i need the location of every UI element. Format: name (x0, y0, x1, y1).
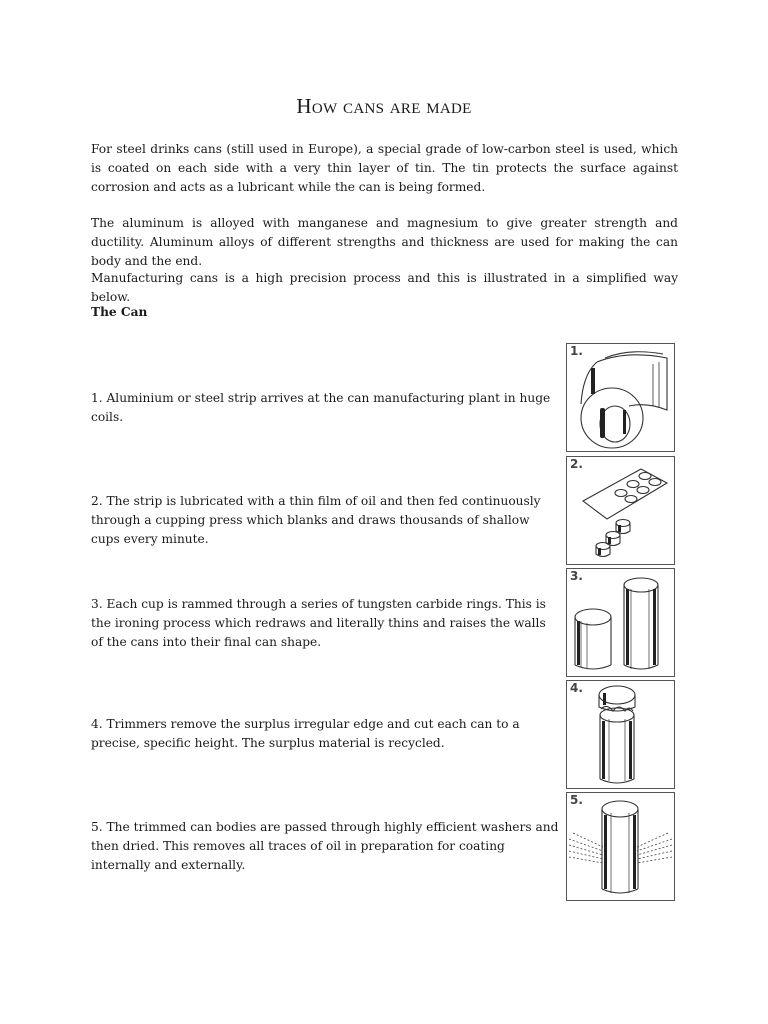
section-heading: The Can (91, 305, 148, 319)
cupping-press-icon (567, 457, 674, 564)
step-5-figure (566, 792, 675, 901)
intro-paragraph-process: Manufacturing cans is a high precision process and this is illustrated in a simplified way below. (91, 271, 678, 304)
intro-paragraph-aluminum: The aluminum is alloyed with manganese and magnesium to give greater strength and ductility. Aluminum alloys of different strengths and thickness are used for making the can body and the end. (91, 216, 678, 268)
trimming-icon (567, 681, 674, 788)
step-3-figure (566, 568, 675, 677)
step-2-number: 2. (570, 457, 583, 471)
step-2-text: 2. The strip is lubricated with a thin film of oil and then fed continuously through a cupping press which blanks and draws thousands of shallow cups every minute. (91, 494, 541, 546)
step-2-figure (566, 456, 675, 565)
step-4-number: 4. (570, 681, 583, 695)
page-title: How cans are made (296, 94, 472, 118)
step-3-number: 3. (570, 569, 583, 583)
step-3-text: 3. Each cup is rammed through a series of tungsten carbide rings. This is the ironing process which redraws and literally thins and raises the walls of the cans into their final can shape. (91, 597, 546, 649)
step-4-figure (566, 680, 675, 789)
coil-icon (567, 344, 674, 451)
washing-icon (567, 793, 674, 900)
step-1-number: 1. (570, 344, 583, 358)
step-1-text: 1. Aluminium or steel strip arrives at the can manufacturing plant in huge coils. (91, 391, 551, 424)
step-1-figure (566, 343, 675, 452)
ironing-icon (567, 569, 674, 676)
step-4-text: 4. Trimmers remove the surplus irregular edge and cut each can to a precise, specific height. The surplus material is recycled. (91, 717, 520, 750)
step-5-number: 5. (570, 793, 583, 807)
step-5-text: 5. The trimmed can bodies are passed through highly efficient washers and then dried. This removes all traces of oil in preparation for coating internally and externally. (91, 820, 559, 872)
intro-paragraph-steel: For steel drinks cans (still used in Europe), a special grade of low-carbon steel is used, which is coated on each side with a very thin layer of tin. The tin protects the surface against corrosion and acts as a lubricant while the can is being formed. (91, 142, 678, 194)
